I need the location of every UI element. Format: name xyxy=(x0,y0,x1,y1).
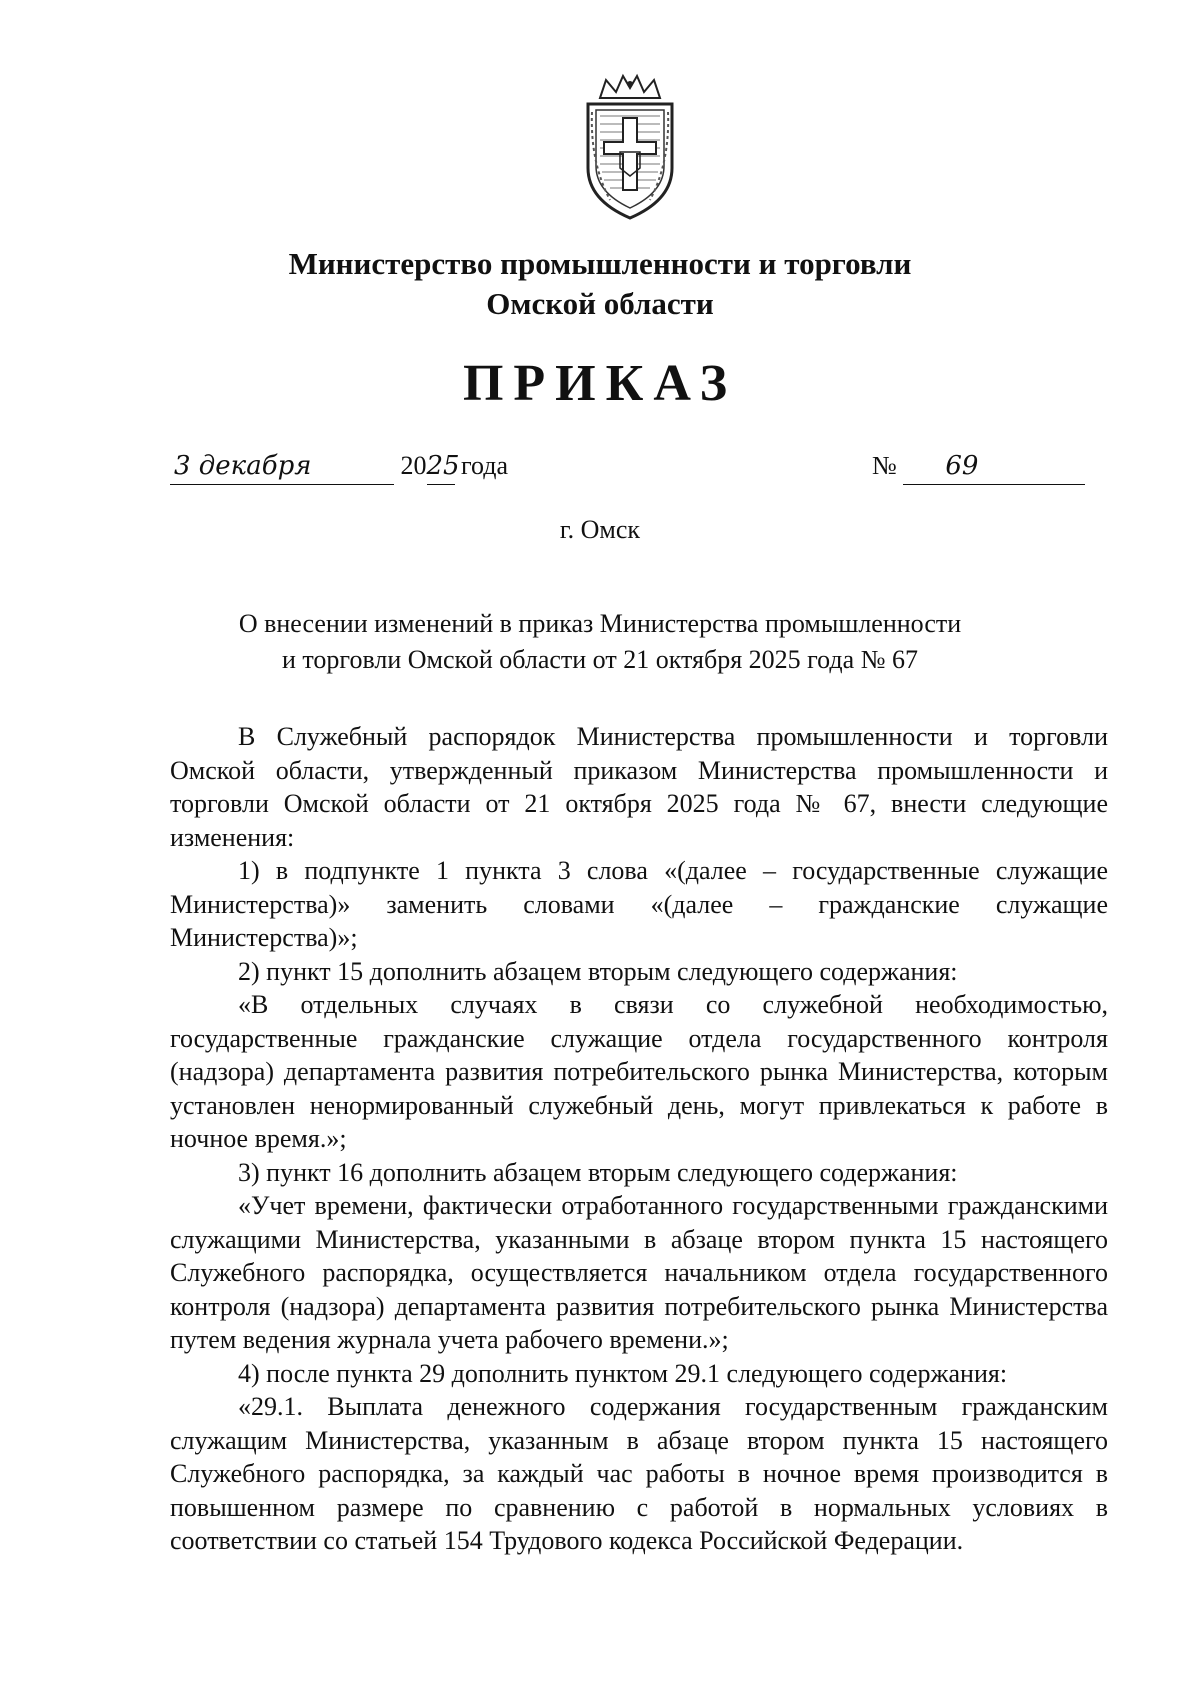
coat-of-arms-icon xyxy=(570,72,690,222)
subject-line1: О внесении изменений в приказ Министерства промышленности xyxy=(238,609,962,638)
document-subject xyxy=(0,606,1200,678)
document-type: ПРИКАЗ xyxy=(462,355,738,412)
handwritten-year: 25 xyxy=(427,448,455,485)
body-paragraph: 1) в подпункте 1 пункта 3 слова «(далее – государственные служащие Министерства)» заменить словами «(далее – гражданские служащие Министерства)»; xyxy=(170,856,1108,952)
year-prefix: 20 xyxy=(400,451,427,480)
body-paragraph: «Учет времени, фактически отработанного государственными гражданскими служащими Министерства, указанными в абзаце втором пункта 15 настоящего Служебного распорядка, осуществляется начальником отдела государственного контроля (надзора) департамента развития потребительского рынка Министерства путем ведения журнала учета рабочего времени.»; xyxy=(170,1191,1108,1354)
organization-name-line2: Омской области xyxy=(486,286,714,321)
body-paragraph: 3) пункт 16 дополнить абзацем вторым следующего содержания: xyxy=(238,1157,958,1187)
document-number xyxy=(872,448,1085,485)
body-paragraph: 2) пункт 15 дополнить абзацем вторым следующего содержания: xyxy=(238,956,958,986)
subject-line2: и торговли Омской области от 21 октября 2025 года № 67 xyxy=(282,645,918,674)
document-body xyxy=(170,720,1108,1558)
body-paragraph: 4) после пункта 29 дополнить пунктом 29.1 следующего содержания: xyxy=(238,1358,1008,1388)
body-paragraph: «В отдельных случаях в связи со служебной необходимостью, государственные гражданские служащие отдела государственного контроля (надзора) департамента развития потребительского рынка Министерства, которым установлен ненормированный служебный день, могут привлекаться к работе в ночное время.»; xyxy=(170,990,1108,1153)
body-paragraph: «29.1. Выплата денежного содержания государственным гражданским служащим Министерства, указанным в абзаце втором пункта 15 настоящего Служебного распорядка, за каждый час работы в ночное время производится в повышенном размере по сравнению с работой в нормальных условиях в соответствии со статьей 154 Трудового кодекса Российской Федерации. xyxy=(170,1392,1108,1555)
document-date xyxy=(170,448,508,485)
organization-name-line1: Министерство промышленности и торговли xyxy=(288,246,912,281)
city: г. Омск xyxy=(559,515,641,544)
handwritten-number: 69 xyxy=(903,448,1085,485)
handwritten-date: 3 декабря xyxy=(170,448,394,485)
year-suffix: года xyxy=(461,451,509,480)
number-label: № xyxy=(872,451,897,480)
body-paragraph: В Служебный распорядок Министерства промышленности и торговли Омской области, утвержденный приказом Министерства промышленности и торговли Омской области от 21 октября 2025 года № 67, внести следующие изменения: xyxy=(170,722,1108,852)
